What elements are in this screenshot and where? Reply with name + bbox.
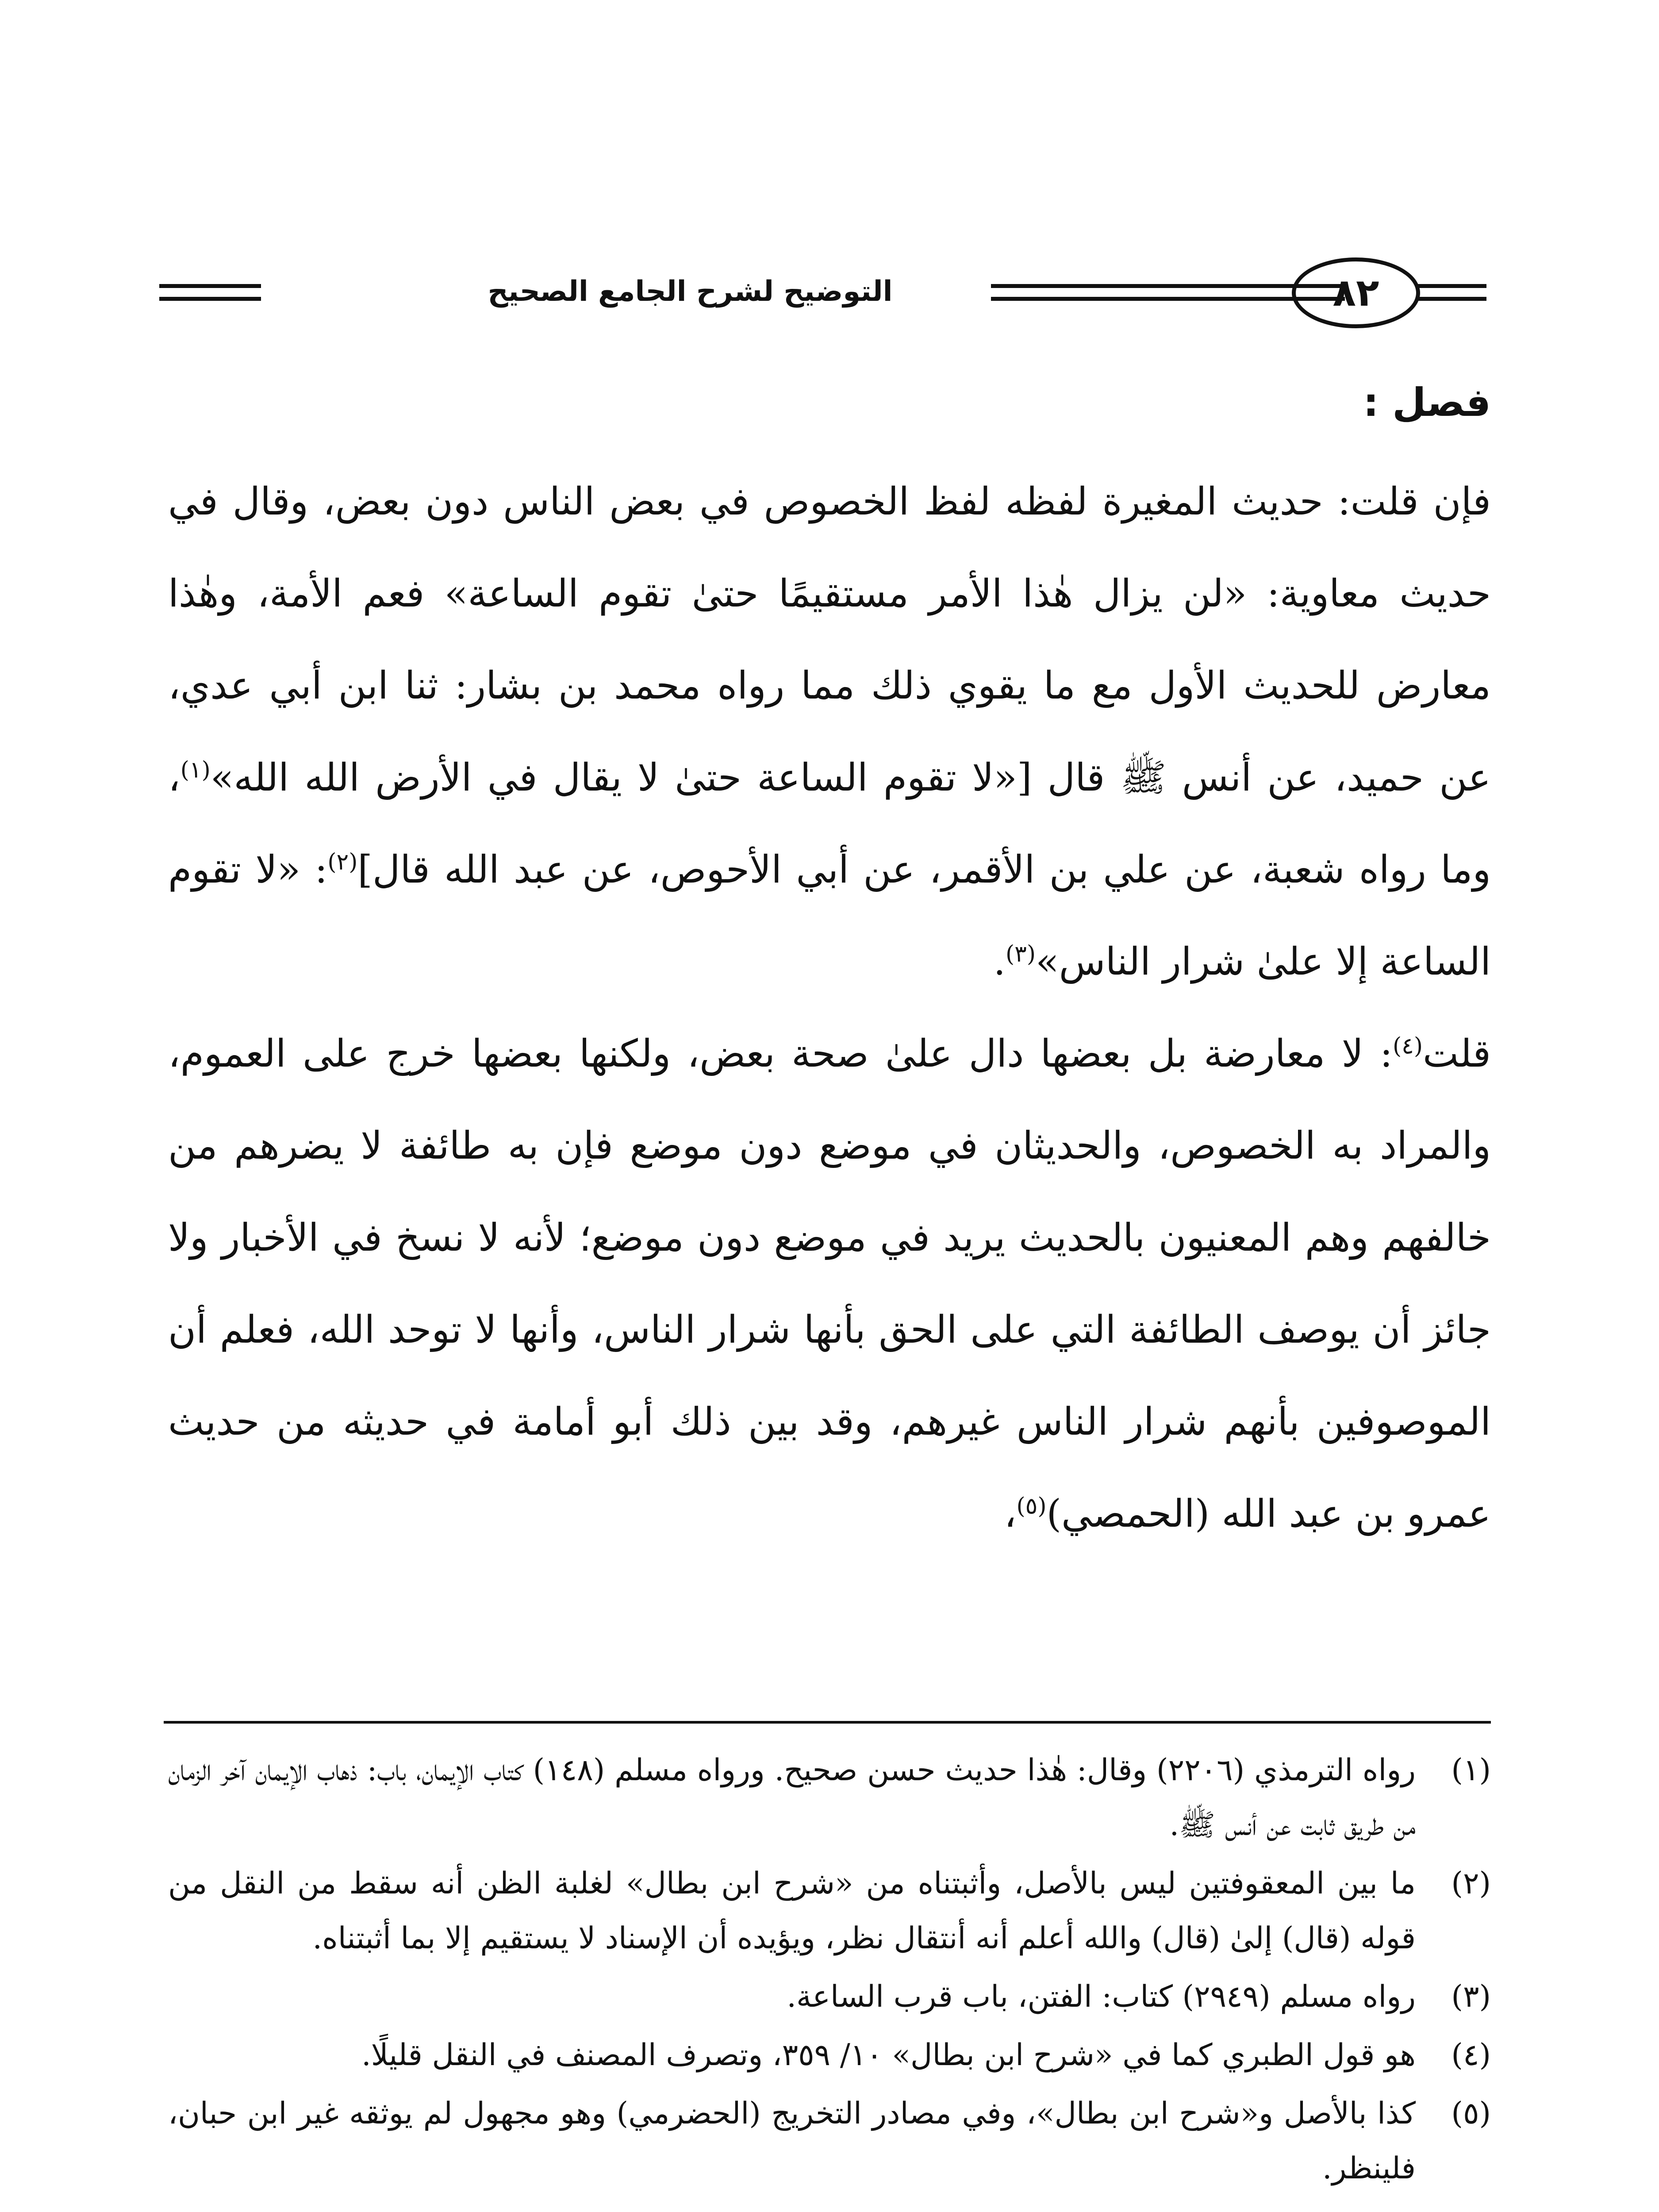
footnote-text: كذا بالأصل و«شرح ابن بطال»، وفي مصادر التخريج (الحضرمي) وهو مجهول لم يوثقه غير ابن حبان، فلينظر. bbox=[168, 2096, 1416, 2186]
footnote-separator bbox=[164, 1721, 1491, 1724]
running-header bbox=[159, 248, 1486, 336]
header-rule-left bbox=[159, 284, 261, 301]
page-number bbox=[1292, 257, 1420, 328]
footnote-number: (٥) bbox=[1451, 2096, 1491, 2131]
footnote-ref-1: (١) bbox=[180, 757, 211, 783]
footnote-number: (٤) bbox=[1451, 2038, 1491, 2073]
footnote-5 bbox=[168, 2086, 1491, 2196]
header-rule-right bbox=[1416, 284, 1486, 301]
footnote-ref-2: (٢) bbox=[327, 849, 358, 876]
footnote-text: رواه مسلم (٢٩٤٩) كتاب: الفتن، باب قرب الساعة. bbox=[787, 1979, 1416, 2014]
footnote-number: (٢) bbox=[1451, 1866, 1491, 1901]
header-title: التوضيح لشرح الجامع الصحيح bbox=[488, 275, 893, 308]
footnotes bbox=[168, 1743, 1491, 2200]
footnote-number: (٣) bbox=[1451, 1979, 1491, 2014]
page-number-text: ٨٢ bbox=[1333, 271, 1379, 315]
footnote-1 bbox=[168, 1743, 1491, 1853]
paragraph-2: قلت$^{(٤)}$: لا معارضة بل بعضها دال علىٰ صحة بعض، ولكنها بعضها خرج على العموم، والمراد به الخصوص، والحديثان في موضع دون موضع فإن به طائفة لا يضرهم من خالفهم وهم المعنيون بالحديث يريد في موضع دون موضع؛ لأنه لا نسخ في الأخبار ولا جائز أن يوصف الطائفة التي على الحق بأنها شرار الناس، وأنها لا توحد الله، فعلم أن الموصوفين بأنهم شرار الناس غيرهم، وقد بين ذلك أبو أمامة في حديثه من حديث عمرو بن عبد الله (الحمصي)$^{(٥)}$، bbox=[168, 1032, 1491, 1536]
footnote-3 bbox=[168, 1970, 1491, 2024]
footnote-text: هو قول الطبري كما في «شرح ابن بطال» ١٠/ ٣٥٩، وتصرف المصنف في النقل قليلًا. bbox=[361, 2038, 1416, 2073]
section-heading: فصل : bbox=[1363, 380, 1491, 425]
footnote-text: ما بين المعقوفتين ليس بالأصل، وأثبتناه من «شرح ابن بطال» لغلبة الظن أنه سقط من النقل من قوله (قال) إلىٰ (قال) والله أعلم أنه أنتقال نظر، ويؤيده أن الإسناد لا يستقيم إلا بما أثبتناه. bbox=[168, 1866, 1416, 1956]
footnote-text: رواه الترمذي (٢٢٠٦) وقال: هٰذا حديث حسن صحيح. ورواه مسلم (١٤٨) كتاب الإيمان، باب: ذهاب الإيمان آخر الزمان من طريق ثابت عن أنس ﷺ. bbox=[168, 1753, 1416, 1843]
footnote-4 bbox=[168, 2028, 1491, 2083]
footnote-ref-5: (٥) bbox=[1016, 1493, 1047, 1520]
paragraph-1: فإن قلت: حديث المغيرة لفظه لفظ الخصوص في بعض الناس دون بعض، وقال في حديث معاوية: «لن يزال هٰذا الأمر مستقيمًا حتىٰ تقوم الساعة» فعم الأمة، وهٰذا معارض للحديث الأول مع ما يقوي ذلك مما رواه محمد بن بشار: ثنا ابن أبي عدي، عن حميد، عن أنس ﷺ قال [«لا تقوم الساعة حتىٰ لا يقال في الأرض الله الله»$^{(١)}$، وما رواه شعبة، عن علي بن الأقمر، عن أبي الأحوص، عن عبد الله قال]$^{(٢)}$: «لا تقوم الساعة إلا علىٰ شرار الناس»$^{(٣)}$. bbox=[168, 480, 1491, 984]
footnote-ref-4: (٤) bbox=[1392, 1033, 1423, 1060]
footnote-ref-3: (٣) bbox=[1006, 941, 1036, 968]
main-text bbox=[168, 456, 1491, 1560]
footnote-number: (١) bbox=[1451, 1753, 1491, 1788]
footnote-2 bbox=[168, 1856, 1491, 1966]
